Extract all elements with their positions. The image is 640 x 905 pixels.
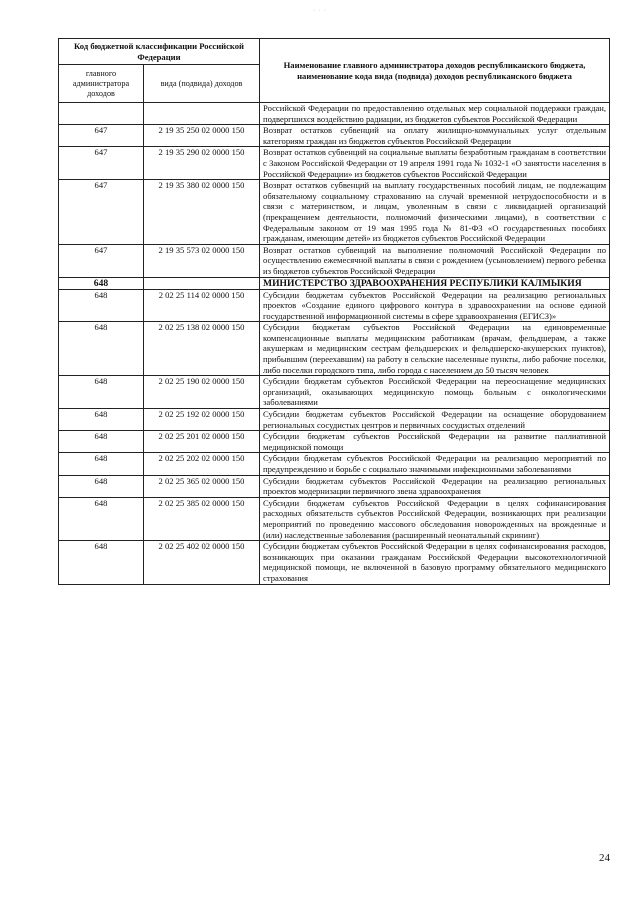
cell-revenue-code: 2 02 25 114 02 0000 150 — [144, 289, 260, 322]
table-row — [59, 244, 610, 277]
cell-revenue-code: 2 19 35 573 02 0000 150 — [144, 244, 260, 277]
cell-name: Субсидии бюджетам субъектов Российской Федерации на оснащение оборудованием региональных сосудистых центров и первичных сосудистых отделений — [260, 409, 610, 431]
header-name: Наименование главного администратора доходов республиканского бюджета, наименование кода вида (подвида) доходов республиканского бюджета — [260, 39, 610, 103]
cell-revenue-code: 2 02 25 201 02 0000 150 — [144, 431, 260, 453]
cell-revenue-code: 2 19 35 250 02 0000 150 — [144, 125, 260, 147]
cell-admin-code: 648 — [59, 376, 144, 409]
cell-revenue-code: 2 02 25 365 02 0000 150 — [144, 475, 260, 497]
cell-name: Субсидии бюджетам субъектов Российской Федерации на единовременные компенсационные выплаты медицинским работникам (врачам, фельдшерам, а также акушеркам и медицинским сестрам фельдшерских и фельдшерско-акушерских пунктов), прибывшим (переехавшим) на работу в сельские населенные пункты, либо рабочие поселки, либо поселки городского типа, либо города с населением до 50 тысяч человек — [260, 322, 610, 376]
cell-admin-code: 648 — [59, 289, 144, 322]
cell-revenue-code: 2 02 25 385 02 0000 150 — [144, 497, 260, 540]
cell-admin-code: 647 — [59, 125, 144, 147]
table-row — [59, 180, 610, 245]
cell-admin-code: 647 — [59, 147, 144, 180]
cell-name: Субсидии бюджетам субъектов Российской Федерации в целях софинансирования расходных обязательств субъектов Российской Федерации, возникающих при реализации мероприятий по проведению массового обследования новорожденных на врожденные и (или) наследственные заболевания (расширенный неонатальный скрининг) — [260, 497, 610, 540]
cell-name: Возврат остатков субвенций на оплату жилищно-коммунальных услуг отдельным категориям граждан из бюджетов субъектов Российской Федерации — [260, 125, 610, 147]
cell-revenue-code — [144, 103, 260, 125]
cell-revenue-code: 2 19 35 380 02 0000 150 — [144, 180, 260, 245]
table-row — [59, 125, 610, 147]
table-row — [59, 453, 610, 475]
cell-admin-code: 648 — [59, 322, 144, 376]
cell-revenue-code: 2 02 25 190 02 0000 150 — [144, 376, 260, 409]
cell-revenue-code: 2 02 25 192 02 0000 150 — [144, 409, 260, 431]
cell-revenue-code — [144, 277, 260, 289]
page-number: 24 — [599, 852, 610, 864]
table-row — [59, 541, 610, 584]
cell-name: Субсидии бюджетам субъектов Российской Федерации на реализацию региональных проектов «Создание единого цифрового контура в здравоохранении на основе единой государственной информационной системы в сфере здравоохранения (ЕГИСЗ)» — [260, 289, 610, 322]
cell-revenue-code: 2 02 25 202 02 0000 150 — [144, 453, 260, 475]
header-budget-code: Код бюджетной классификации Российской Федерации — [59, 39, 260, 65]
cell-name: Субсидии бюджетам субъектов Российской Федерации на переоснащение медицинских организаций, оказывающих медицинскую помощь больным с онкологическими заболеваниями — [260, 376, 610, 409]
table-row — [59, 322, 610, 376]
table-row — [59, 289, 610, 322]
cell-revenue-code: 2 02 25 402 02 0000 150 — [144, 541, 260, 584]
cell-admin-code: 648 — [59, 409, 144, 431]
cell-admin-code: 648 — [59, 475, 144, 497]
cell-admin-code: 648 — [59, 277, 144, 289]
cell-name: Возврат остатков субвенций на социальные выплаты безработным гражданам в соответствии с Законом Российской Федерации от 19 апреля 1991 года № 1032-1 «О занятости населения в Российской Федерации» из бюджетов субъектов Российской Федерации — [260, 147, 610, 180]
table-row — [59, 497, 610, 540]
cell-name: Субсидии бюджетам субъектов Российской Федерации на реализацию региональных проектов модернизации первичного звена здравоохранения — [260, 475, 610, 497]
cell-name: Возврат остатков субвенций на выплату государственных пособий лицам, не подлежащим обязательному социальному страхованию на случай временной нетрудоспособности и в связи с материнством, и лицам, уволенным в связи с ликвидацией организаций (прекращением деятельности, полномочий физическими лицами), в соответствии с Федеральным законом от 19 мая 1995 года № 81-ФЗ «О государственных пособиях гражданам, имеющим детей» из бюджетов субъектов Российской Федерации — [260, 180, 610, 245]
header-admin: главного администратора доходов — [59, 65, 144, 103]
cell-name: Субсидии бюджетам субъектов Российской Федерации в целях софинансирования расходов, возникающих при оказании гражданам Российской Федерации высокотехнологичной медицинской помощи, не включенной в базовую программу обязательного медицинского страхования — [260, 541, 610, 584]
header-code: вида (подвида) доходов — [144, 65, 260, 103]
table-row — [59, 277, 610, 289]
table-row — [59, 147, 610, 180]
table-row — [59, 103, 610, 125]
cell-revenue-code: 2 19 35 290 02 0000 150 — [144, 147, 260, 180]
cell-admin-code: 648 — [59, 541, 144, 584]
cell-name: Субсидии бюджетам субъектов Российской Федерации на развитие паллиативной медицинской помощи — [260, 431, 610, 453]
cell-name: Возврат остатков субвенций на выполнение полномочий Российской Федерации по осуществлению ежемесячной выплаты в связи с рождением (усыновлением) первого ребенка из бюджетов субъектов Российской Федерации — [260, 244, 610, 277]
cell-name: Российской Федерации по предоставлению отдельных мер социальной поддержки граждан, подвергшихся воздействию радиации, из бюджетов субъектов Российской Федерации — [260, 103, 610, 125]
table-row — [59, 376, 610, 409]
table-row — [59, 431, 610, 453]
cell-name: Субсидии бюджетам субъектов Российской Федерации на реализацию мероприятий по предупреждению и борьбе с социально значимыми инфекционными заболеваниями — [260, 453, 610, 475]
cell-admin-code: 648 — [59, 431, 144, 453]
cell-admin-code: 648 — [59, 497, 144, 540]
scan-mark: · · · — [313, 8, 327, 14]
cell-admin-code — [59, 103, 144, 125]
cell-admin-code: 648 — [59, 453, 144, 475]
table-row — [59, 475, 610, 497]
cell-name: МИНИСТЕРСТВО ЗДРАВООХРАНЕНИЯ РЕСПУБЛИКИ КАЛМЫКИЯ — [260, 277, 610, 289]
cell-revenue-code: 2 02 25 138 02 0000 150 — [144, 322, 260, 376]
cell-admin-code: 647 — [59, 180, 144, 245]
budget-classification-table — [58, 38, 610, 585]
table-row — [59, 409, 610, 431]
cell-admin-code: 647 — [59, 244, 144, 277]
